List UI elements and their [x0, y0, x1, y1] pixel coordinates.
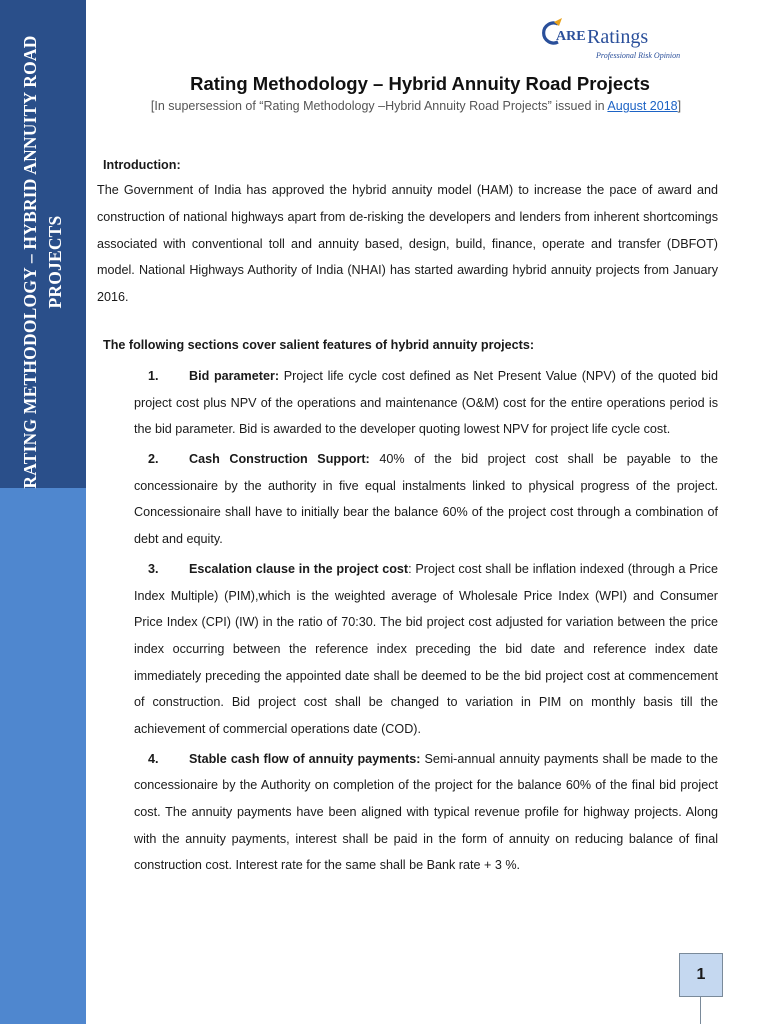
august-2018-link[interactable]: August 2018 [607, 99, 678, 113]
subtitle-prefix: [In supersession of “Rating Methodology –Hybrid Annuity Road Projects” issued in [150, 99, 608, 113]
document-body [97, 155, 718, 882]
introduction-paragraph: The Government of India has approved the hybrid annuity model (HAM) to increase the pace of award and construction of national highways apart from de-risking the developers and lenders from inherent shortcomings associated with conventional toll and annuity based, design, build, finance, operate and transfer (DBFOT) model. National Highways Authority of India (NHAI) has started awarding hybrid annuity projects from January 2016. [97, 183, 718, 305]
feature-text: 40% of the bid project cost shall be payable to the concessionaire by the authority in five equal instalments linked to physical progress of the project. Concessionaire shall have to initially bear the balance 60% of the project cost through a combination of debt and equity. [134, 452, 718, 547]
page-number: 1 [696, 966, 706, 983]
feature-label: Cash Construction Support: [189, 452, 370, 467]
sidebar-band-light [0, 488, 86, 1024]
subtitle-suffix: ] [677, 99, 682, 113]
feature-text: : Project cost shall be inflation indexed (through a Price Index Multiple) (PIM),which is the weighted average of Wholesale Price Index (WPI) and Consumer Price Index (CPI) (IW) in the ratio of 70:30. The bid project cost adjusted for variation between the price index occurring between the reference index preceding the bid date and reference index date immediately preceding the appointed date shall be deemed to be the bid project cost at commencement of construction. Bid project cost shall be changed to variation in PIM on monthly basis till the achievement of commercial operations date (COD). [134, 562, 718, 736]
feature-text: Project life cycle cost defined as Net Present Value (NPV) of the quoted bid project cost plus NPV of the operations and maintenance (O&M) cost for the entire operations period is the bid parameter. Bid is awarded to the developer quoting lowest NPV for project life cycle cost. [134, 368, 718, 437]
feature-item [134, 746, 718, 879]
feature-text: Semi-annual annuity payments shall be made to the concessionaire by the Authority on completion of the project for the balance 60% of the final bid project cost. The annuity payments have been aligned with typical revenue profile for highway projects. Along with the annuity payments, interest shall be paid in the form of annuity on reducing balance of final construction cost. Interest rate for the same shall be Bank rate + 3 %. [134, 751, 719, 873]
feature-item [134, 446, 718, 552]
feature-item [134, 556, 718, 742]
page-number-connector [700, 996, 701, 1024]
svg-text:ARE: ARE [556, 29, 586, 44]
sidebar-band [0, 0, 86, 1024]
feature-label: Bid parameter: [189, 368, 280, 383]
feature-label: Stable cash flow of annuity payments: [189, 751, 421, 766]
introduction-heading: Introduction: [103, 158, 181, 172]
feature-number: 2. [148, 452, 159, 467]
features-lead: The following sections cover salient features of hybrid annuity projects: [103, 337, 535, 352]
feature-label: Escalation clause in the project cost [189, 562, 409, 577]
sidebar-title: RATING METHODOLOGY – HYBRID ANNUITY ROAD PROJECTS [20, 35, 65, 489]
features-list [97, 363, 718, 879]
feature-number: 1. [148, 368, 159, 383]
feature-number: 3. [148, 562, 159, 577]
logo-tagline: Professional Risk Opinion [596, 51, 681, 60]
care-ratings-logo [540, 16, 690, 60]
logo-name: Ratings [587, 26, 649, 48]
feature-item [134, 363, 718, 443]
feature-number: 4. [148, 751, 159, 766]
document-subtitle [100, 99, 732, 113]
page-number-box [679, 953, 723, 997]
document-title: Rating Methodology – Hybrid Annuity Road Projects [190, 73, 650, 94]
